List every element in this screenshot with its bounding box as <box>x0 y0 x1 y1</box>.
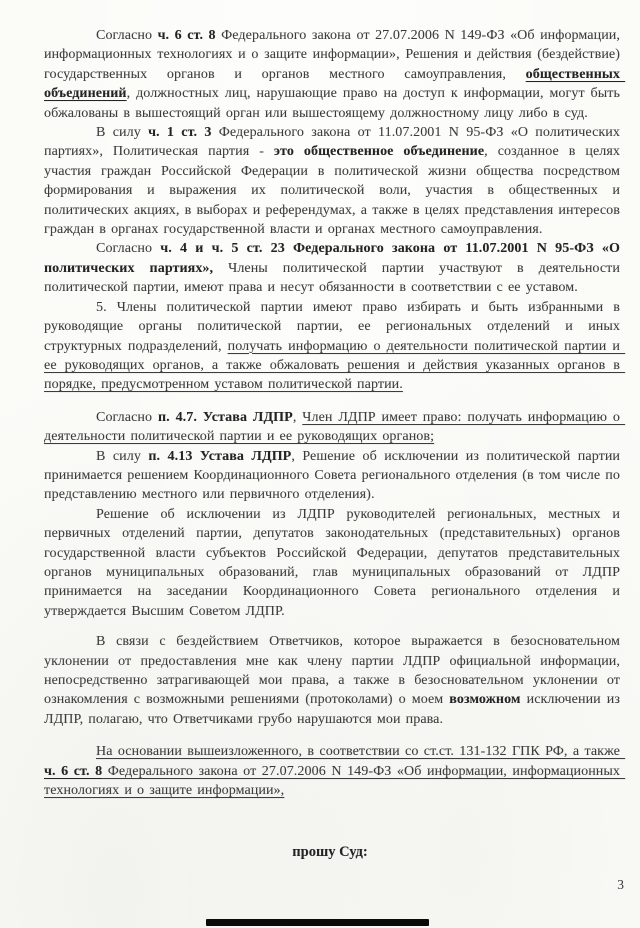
text-run: исключении из ЛДПР, полагаю, что Ответчиками грубо нарушаются мои права. <box>44 692 626 727</box>
paragraph <box>44 632 626 729</box>
paragraph <box>44 298 626 395</box>
text-run: это общественное объединение <box>273 144 485 160</box>
text-run: , должностных лиц, нарушающие право на доступ к информации, могут быть обжалованы в вышестоящий орган или вышестоящему должностному лицу либо в суд. <box>44 86 626 121</box>
text-run: получать информацию о деятельности политической партии и ее руководящих органов, а также обжаловать решения и действия указанных органов в порядке, предусмотренном уставом политической партии. <box>44 338 626 393</box>
text-run: возможном <box>449 692 521 708</box>
text-run: В связи с бездействием Ответчиков, которое выражается в безосновательном уклонении от предоставления мне как члену партии ЛДПР официальной информации, непосредственно затрагивающей мои права, а также в безосновательном уклонении от ознакомления с возможными решениями (протоколами) о моем <box>44 634 626 708</box>
text-run: 5. Члены политической партии имеют право избирать и быть избранными в руководящие органы политической партии, ее региональных отделений и иных структурных подразделений, <box>44 299 626 354</box>
paragraph <box>44 505 626 621</box>
text-run: Согласно <box>96 28 158 43</box>
text-run: ч. 6 ст. 8 <box>44 763 103 779</box>
text-run: Федерального закона от 27.07.2006 N 149-ФЗ «Об информации, информационных технологиях и о защите информации», Решения и действия (бездействие) государственных органов и органов местного самоуправления, <box>44 28 626 82</box>
text-run: Решение об исключении из ЛДПР руководителей региональных, местных и первичных отделений партии, депутатов законодательных (представительных) органов государственной власти субъектов Российской Федерации, депутатов представительных органов муниципальных образований, глав муниципальных образований от ЛДПР принимается на заседании Координационного Совета регионального отделения и утверждается Высшим Советом ЛДПР. <box>44 506 626 619</box>
text-run: ч. 6 ст. 8 <box>157 28 216 43</box>
paragraph <box>44 447 626 505</box>
paragraph <box>44 239 626 297</box>
paragraph <box>44 742 626 800</box>
text-run: общественных объединений <box>44 66 626 102</box>
scan-artifact-bar <box>206 919 429 926</box>
text-run: , созданное в целях участия граждан Российской Федерации в политической жизни общества посредством формирования и выражения их политической воли, участия в общественных и политических акциях, в выборах и референдумах, а также в целях представления интересов граждан в органах государственной власти и органах местного самоуправления. <box>44 144 626 238</box>
text-run: ч. 1 ст. 3 <box>148 125 212 141</box>
paragraph <box>44 26 626 123</box>
text-run: , Решение об исключении из политической партии принимается решением Координационного Совета регионального отделения (в том числе по представлению местного или первичного отделения). <box>44 448 626 503</box>
text-run: На основании вышеизложенного, в соответствии со ст.ст. 131-132 ГПК РФ, а также <box>96 744 626 760</box>
text-run: п. 4.13 Устава ЛДПР <box>148 448 292 464</box>
request-line: прошу Суд: <box>292 844 368 860</box>
text-run: , <box>292 409 303 425</box>
text-run: п. 4.7. Устава ЛДПР <box>157 409 293 425</box>
text-run: Члены политической партии участвуют в деятельности политической партии, имеют права и несут обязанности в соответствии с ее уставом. <box>44 260 626 296</box>
text-run: Член ЛДПР имеет право: получать информацию о деятельности политической партии и ее руководящих органов; <box>44 409 626 445</box>
text-run: Федерального закона от 11.07.2001 N 95-ФЗ «О политических партиях», Политическая партия - <box>44 125 626 160</box>
page-number: 3 <box>617 877 624 892</box>
text-run: Согласно <box>96 241 161 257</box>
text-run: Федерального закона от 27.07.2006 N 149-ФЗ «Об информации, информационных технологиях и о защите информации», <box>44 763 626 799</box>
paragraph <box>44 123 626 239</box>
text-run: В силу <box>96 448 149 464</box>
document-body <box>44 26 626 800</box>
text-run: В силу <box>96 125 149 141</box>
paragraph <box>44 408 626 447</box>
text-run: ч. 4 и ч. 5 ст. 23 Федерального закона от 11.07.2001 N 95-ФЗ «О политических партиях», <box>44 241 626 276</box>
text-run: Согласно <box>96 409 158 425</box>
